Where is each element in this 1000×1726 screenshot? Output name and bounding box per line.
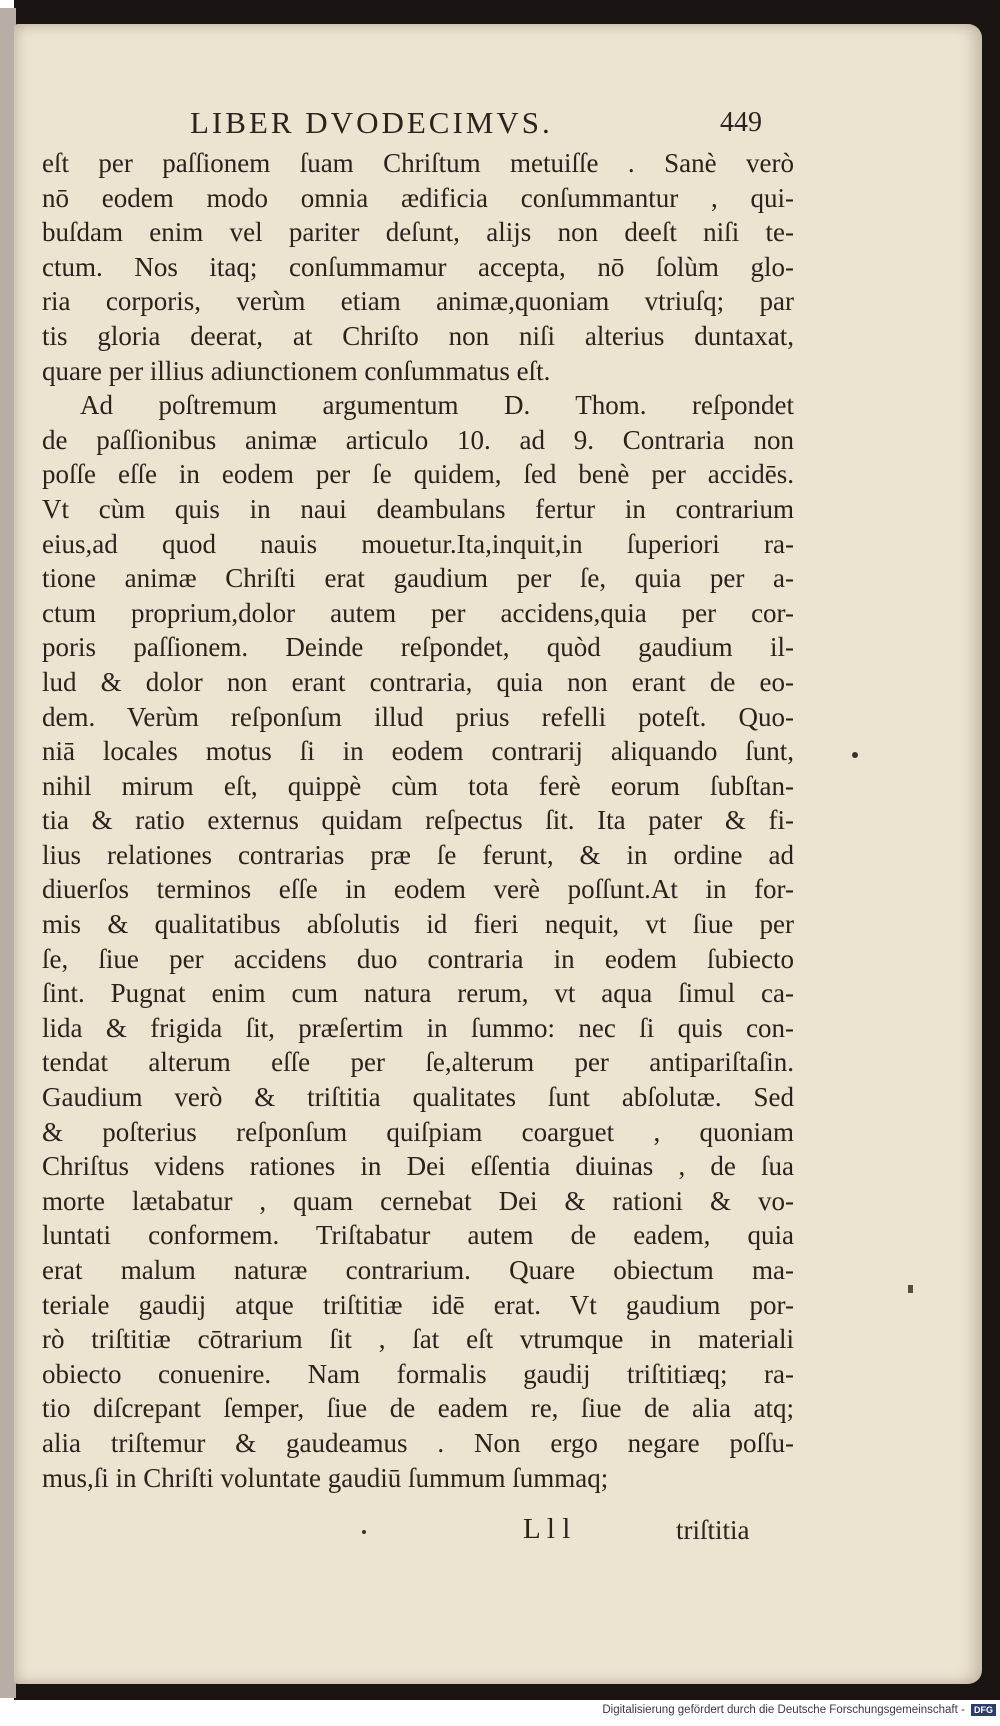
text-line: poſſe eſſe in eodem per ſe quidem, ſed benè per accidēs. <box>42 459 794 490</box>
text-line: buſdam enim vel pariter deſunt, alijs non deeſt niſi te- <box>42 217 794 248</box>
text-line: nihil mirum eſt, quippè cùm tota ferè eorum ſubſtan- <box>42 770 794 801</box>
text-line: lida & frigida ſit, præſertim in ſummo: nec ſi quis con- <box>42 1012 794 1043</box>
text-line: de paſſionibus animæ articulo 10. ad 9. Contraria non <box>42 424 794 455</box>
text-line: tis gloria deerat, at Chriſto non niſi alterius duntaxat, <box>42 320 794 351</box>
dfg-logo: DFG <box>971 1704 996 1716</box>
text-line: tio diſcrepant ſemper, ſiue de eadem re, ſiue de alia atq; <box>42 1393 794 1424</box>
catchword: triſtitia <box>676 1515 750 1545</box>
text-line: nō eodem modo omnia ædificia conſummantur , qui- <box>42 182 794 213</box>
margin-speck <box>362 1530 366 1534</box>
text-line: obiecto conuenire. Nam formalis gaudij triſtitiæq; ra- <box>42 1358 794 1389</box>
text-line: eius,ad quod nauis mouetur.Ita,inquit,in ſuperiori ra- <box>42 528 794 559</box>
page-number: 449 <box>720 107 762 138</box>
text-line: Gaudium verò & triſtitia qualitates ſunt abſolutæ. Sed <box>42 1082 794 1113</box>
text-line: morte lætabatur , quam cernebat Dei & rationi & vo- <box>42 1185 794 1216</box>
page-footer <box>0 1513 1000 1553</box>
text-line: mus,ſi in Chriſti voluntate gaudiū ſummum ſummaq; <box>42 1462 609 1493</box>
text-line: luntati conformem. Triſtabatur autem de eadem, quia <box>42 1220 794 1251</box>
text-line: erat malum naturæ contrarium. Quare obiectum ma- <box>42 1255 794 1285</box>
text-line: Ad poſtremum argumentum D. Thom. reſpondet <box>80 390 794 421</box>
text-line: ſe, ſiue per accidens duo contraria in eodem ſubiecto <box>42 943 794 974</box>
text-line: tione animæ Chriſti erat gaudium per ſe, quia per a- <box>42 563 794 594</box>
text-line: & poſterius reſponſum quiſpiam coarguet , quoniam <box>42 1116 794 1147</box>
text-line: ctum proprium,dolor autem per accidens,quia per cor- <box>42 597 794 628</box>
body-text <box>42 146 794 1495</box>
text-line: poris paſſionem. Deinde reſpondet, quòd gaudium il- <box>42 632 794 663</box>
signature-mark: L l l <box>523 1513 571 1545</box>
margin-speck <box>852 752 858 758</box>
text-line: ctum. Nos itaq; conſummamur accepta, nō ſolùm glo- <box>42 251 794 282</box>
text-line: teriale gaudij atque triſtitiæ idē erat. Vt gaudium por- <box>42 1289 794 1320</box>
page-header <box>190 105 810 145</box>
text-line: diuerſos terminos eſſe in eodem verè poſſunt.At in for- <box>42 874 794 905</box>
text-line: tendat alterum eſſe per ſe,alterum per antipariſtaſin. <box>42 1047 794 1078</box>
credit-text: Digitalisierung gefördert durch die Deutsche Forschungsgemeinschaft - <box>602 1704 965 1717</box>
text-line: quare per illius adiunctionem conſummatus eſt. <box>42 355 551 386</box>
text-line: dem. Verùm reſponſum illud prius refelli poteſt. Quo- <box>42 701 794 732</box>
text-line: mis & qualitatibus abſolutis id fieri nequit, vt ſiue per <box>42 909 794 940</box>
text-line: tia & ratio externus quidam reſpectus ſit. Ita pater & fi- <box>42 805 794 836</box>
text-line: lud & dolor non erant contraria, quia non erant de eo- <box>42 666 794 697</box>
text-line: Chriſtus videns rationes in Dei eſſentia diuinas , de ſua <box>42 1151 794 1182</box>
text-line: eſt per paſſionem ſuam Chriſtum metuiſſe . Sanè verò <box>42 148 794 178</box>
text-line: alia triſtemur & gaudeamus . Non ergo negare poſſu- <box>42 1427 794 1458</box>
digitization-credit <box>560 1704 996 1724</box>
text-line: niā locales motus ſi in eodem contrarij aliquando ſunt, <box>42 736 794 767</box>
text-line: Vt cùm quis in naui deambulans fertur in contrarium <box>42 493 794 524</box>
margin-speck <box>908 1285 913 1293</box>
text-line: rò triſtitiæ cōtrarium ſit , ſat eſt vtrumque in materiali <box>42 1324 794 1355</box>
text-line: ria corporis, verùm etiam animæ,quoniam vtriuſq; par <box>42 286 794 317</box>
running-title: LIBER DVODECIMVS. <box>190 105 553 140</box>
text-line: ſint. Pugnat enim cum natura rerum, vt aqua ſimul ca- <box>42 978 794 1009</box>
text-line: lius relationes contrarias præ ſe ferunt, & in ordine ad <box>42 839 794 870</box>
